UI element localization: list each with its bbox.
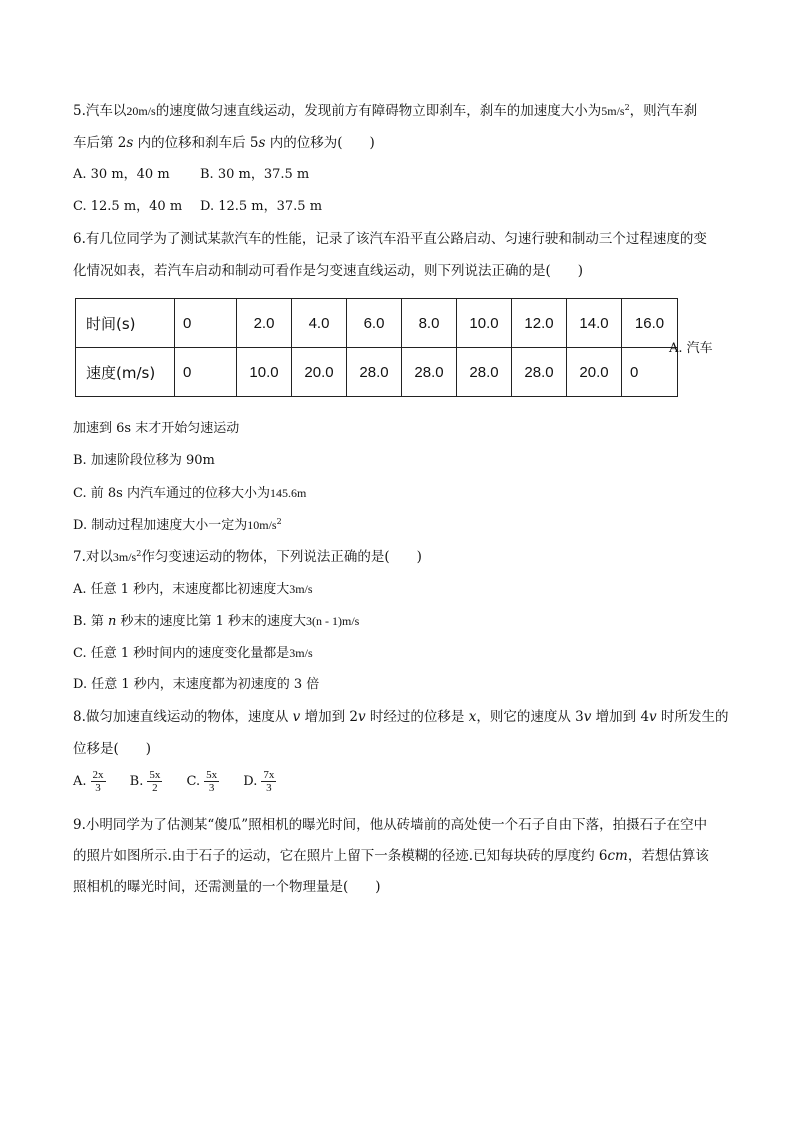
table-row-speed	[76, 348, 678, 397]
table-cell: 2.0	[237, 299, 292, 348]
q9-stem-line1: 9.小明同学为了估测某“傻瓜”照相机的曝光时间，他从砖墙前的高处使一个石子自由下落，拍摄石子在空中	[73, 817, 708, 833]
q6-option-c[interactable]: C. 前 8s 内汽车通过的位移大小为145.6m	[73, 486, 307, 501]
q9-stem-line2: 的照片如图所示.由于石子的运动，它在照片上留下一条模糊的径迹.已知每块砖的厚度约 6cm，若想估算该	[73, 848, 709, 864]
q5-option-a[interactable]: A. 30 m，40 m	[73, 167, 170, 182]
q7-option-b[interactable]: B. 第 n 秒末的速度比第 1 秒末的速度大3(n - 1)m/s	[73, 614, 360, 629]
q8-option-c[interactable]: C. $\frac{5x}{3}$	[186, 769, 218, 794]
table-row-time	[76, 299, 678, 348]
q6-stem-line2: 化情况如表，若汽车启动和制动可看作是匀变速直线运动，则下列说法正确的是( )	[73, 263, 584, 279]
fraction: $\frac{5x}{3}$	[206, 769, 218, 794]
q6-option-a-head[interactable]: A. 汽车	[669, 341, 713, 356]
table-cell: 0	[175, 299, 237, 348]
q6-option-b[interactable]: B. 加速阶段位移为 90m	[73, 453, 215, 468]
table-header-time: 时间(s)	[76, 299, 175, 348]
table-cell: 4.0	[292, 299, 347, 348]
q6-option-a-tail[interactable]: 加速到 6s 末才开始匀速运动	[73, 421, 240, 436]
fraction: $\frac{2x}{3}$	[92, 769, 104, 794]
table-cell: 0	[622, 348, 678, 397]
table-cell: 28.0	[512, 348, 567, 397]
q5-option-d[interactable]: D. 12.5 m，37.5 m	[200, 199, 323, 214]
q9-stem-line3: 照相机的曝光时间，还需测量的一个物理量是( )	[73, 879, 381, 895]
q7-option-a[interactable]: A. 任意 1 秒内，末速度都比初速度大3m/s	[73, 582, 313, 597]
table-cell: 12.0	[512, 299, 567, 348]
q6-data-table	[75, 298, 678, 397]
q6-stem-line1: 6.有几位同学为了测试某款汽车的性能，记录了该汽车沿平直公路启动、匀速行驶和制动三个过程速度的变	[73, 231, 707, 247]
fraction: $\frac{7x}{3}$	[263, 769, 275, 794]
table-cell: 20.0	[567, 348, 622, 397]
q5-stem-line1: 5.汽车以20m/s的速度做匀速直线运动，发现前方有障碍物立即刹车，刹车的加速度大小为$5m/s^2$，则汽车刹	[73, 103, 698, 119]
table-cell: 8.0	[402, 299, 457, 348]
table-header-speed: 速度(m/s)	[76, 348, 175, 397]
q5-option-c[interactable]: C. 12.5 m，40 m	[73, 199, 183, 214]
q5-option-b[interactable]: B. 30 m，37.5 m	[200, 167, 310, 182]
q8-option-b[interactable]: B. $\frac{5x}{2}$	[129, 769, 161, 794]
q7-option-c[interactable]: C. 任意 1 秒时间内的速度变化量都是3m/s	[73, 646, 313, 661]
table-cell: 16.0	[622, 299, 678, 348]
table-cell: 6.0	[347, 299, 402, 348]
q5-stem-line2: 车后第 2s 内的位移和刹车后 5s 内的位移为( )	[73, 135, 375, 151]
q8-stem-line2: 位移是( )	[73, 741, 152, 757]
q8-option-d[interactable]: D. $\frac{7x}{3}$	[243, 769, 275, 794]
q8-options	[73, 767, 280, 797]
q7-stem: 7.对以$3m/s^2$作匀变速运动的物体，下列说法正确的是( )	[73, 549, 422, 565]
q8-stem-line1: 8.做匀加速直线运动的物体，速度从 v 增加到 2v 时经过的位移是 x，则它的速度从 3v 增加到 4v 时所发生的	[73, 709, 729, 725]
table-cell: 28.0	[402, 348, 457, 397]
table-cell: 10.0	[237, 348, 292, 397]
q8-option-a[interactable]: A. $\frac{2x}{3}$	[73, 769, 104, 794]
table-cell: 28.0	[457, 348, 512, 397]
table-cell: 14.0	[567, 299, 622, 348]
table-cell: 28.0	[347, 348, 402, 397]
table-cell: 20.0	[292, 348, 347, 397]
fraction: $\frac{5x}{2}$	[149, 769, 161, 794]
q6-option-d[interactable]: D. 制动过程加速度大小一定为$10m/s^2$	[73, 517, 282, 533]
table-cell: 10.0	[457, 299, 512, 348]
q7-option-d[interactable]: D. 任意 1 秒内，末速度都为初速度的 3 倍	[73, 677, 320, 692]
table-cell: 0	[175, 348, 237, 397]
